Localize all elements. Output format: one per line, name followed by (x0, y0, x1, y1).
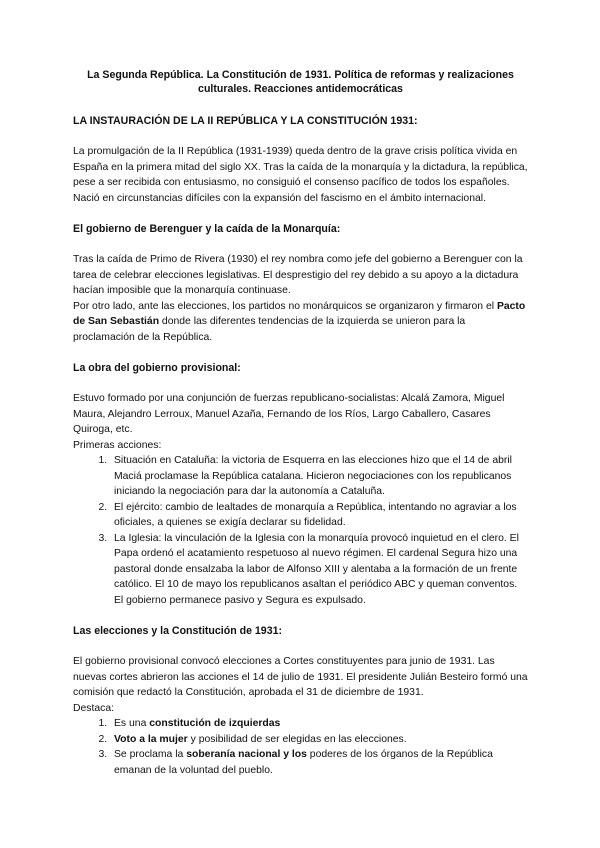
destaca-list (73, 716, 528, 778)
list-item: 1. Situación en Cataluña: la victoria de Esquerra en las elecciones hizo que el 14 de abril Maciá proclamase la República catalana. Hicieron negociaciones con los republicanos iniciando la negociación para dar la autonomía a Cataluña. (110, 453, 528, 500)
list-item: 3. La Iglesia: la vinculación de la Iglesia con la monarquía provocó inquietud en el clero. El Papa ordenó el acatamiento respetuoso al nuevo régimen. El cardenal Segura hizo una pastoral donde ensalzaba la labor de Alfonso XIII y alentaba a la formación de un frente católico. El 10 de mayo los republicanos asaltan el periódico ABC y queman conventos. El gobierno permanece pasivo y Segura es expulsado. (110, 531, 528, 609)
list-item (110, 716, 528, 732)
pacto-bold: Pacto de San Sebastián (73, 300, 526, 327)
paragraph-instauracion: La promulgación de la II República (1931-1939) queda dentro de la grave crisis política vivida en España en la primera mitad del siglo XX. Tras la caída de la monarquía y la dictadura, la república, pese a ser recibida con entusiasmo, no consiguió el consenso pacífico de todos los españoles. Nació en circunstancias difíciles con la expansión del fascismo en el ámbito internacional. (73, 146, 528, 204)
item-bold: soberanía nacional y los (186, 749, 307, 760)
item-text: Es una (114, 718, 150, 729)
document-title: La Segunda República. La Constitución de 1931. Política de reformas y realizaciones culturales. Reacciones antidemocráticas (87, 69, 514, 95)
item-bold: constitución de izquierdas (149, 718, 281, 729)
list-item (110, 732, 528, 748)
paragraph-berenguer: Tras la caída de Primo de Rivera (1930) el rey nombra como jefe del gobierno a Berenguer con la tarea de celebrar elecciones legislativas. El desprestigio del rey debido a su apoyo a la dictadura hacían imposible que la monarquía continuase. (73, 254, 523, 296)
pacto-text-start: Por otro lado, ante las elecciones, los partidos no monárquicos se organizaron y firmaron el (73, 300, 497, 312)
list-intro-destaca: Destaca: (73, 702, 115, 714)
section-heading-elecciones: Las elecciones y la Constitución de 1931: (73, 625, 283, 637)
item-bold: Voto a la mujer (114, 733, 188, 745)
list-intro-acciones: Primeras acciones: (73, 439, 162, 451)
document-page (73, 68, 528, 778)
list-item (110, 747, 528, 778)
paragraph-pacto (73, 299, 528, 346)
item-text: poderes de los órganos de la República emanan de la voluntad del pueblo. (114, 749, 493, 776)
section-heading-gobierno-provisional: La obra del gobierno provisional: (73, 362, 241, 374)
section-heading-berenguer: El gobierno de Berenguer y la caída de la Monarquía: (73, 223, 341, 235)
paragraph-gobierno-provisional: Estuvo formado por una conjunción de fuerzas republicano-socialistas: Alcalá Zamora, Miguel Maura, Alejandro Lerroux, Manuel Azaña, Fernando de los Ríos, Largo Caballero, Casares Quiroga, etc. (73, 393, 505, 435)
list-item: 2. El ejército: cambio de lealtades de monarquía a República, intentando no agraviar a los oficiales, a quienes se exigía declarar su fidelidad. (110, 500, 528, 531)
section-heading-instauracion: LA INSTAURACIÓN DE LA II REPÚBLICA Y LA CONSTITUCIÓN 1931: (73, 115, 418, 127)
pacto-text-end: donde las diferentes tendencias de la izquierda se unieron para la proclamación de la República. (73, 316, 466, 343)
acciones-list (73, 453, 528, 608)
paragraph-elecciones: El gobierno provisional convocó elecciones a Cortes constituyentes para junio de 1931. Las nuevas cortes abrieron las acciones el 14 de julio de 1931. El presidente Julián Besteiro formó una comisión que redactó la Constitución, aprobada el 31 de diciembre de 1931. (73, 656, 528, 698)
item-text: y posibilidad de ser elegidas en las elecciones. (187, 733, 407, 745)
item-text: Se proclama la (114, 749, 187, 760)
